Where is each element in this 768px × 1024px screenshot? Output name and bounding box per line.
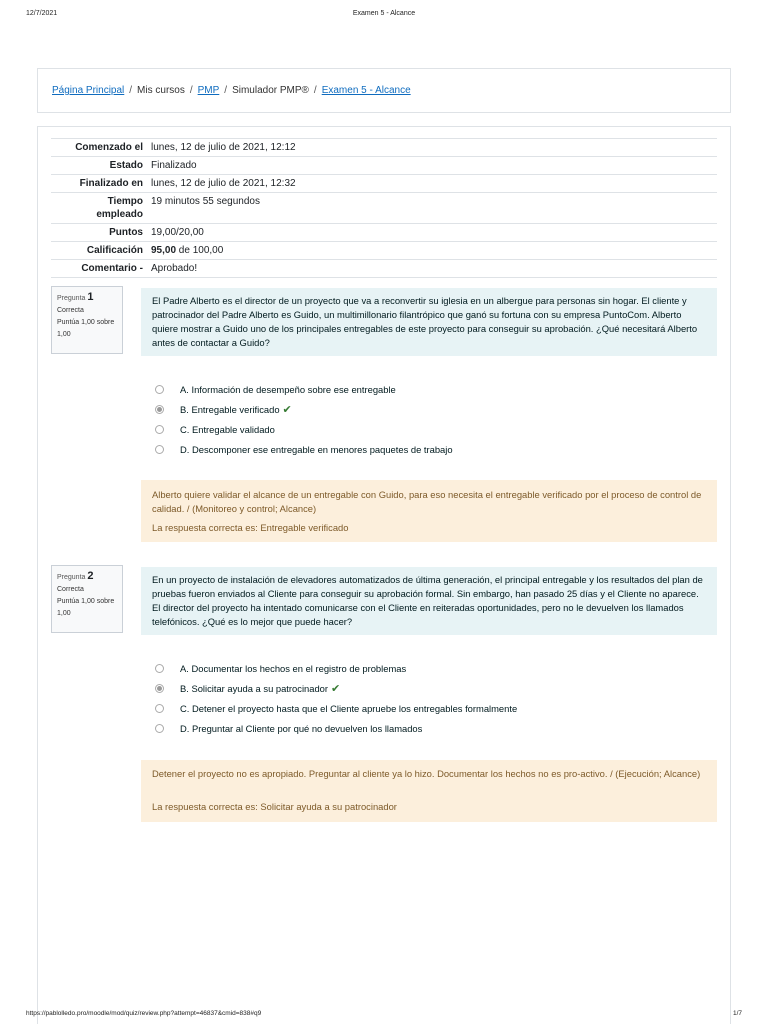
breadcrumb-separator: / <box>189 85 193 96</box>
summary-value <box>149 242 717 260</box>
answer-option[interactable] <box>155 379 453 399</box>
answer-label: D. Preguntar al Cliente por qué no devuelven los llamados <box>180 722 423 734</box>
check-icon: ✔ <box>331 682 341 695</box>
radio-button[interactable] <box>155 664 164 673</box>
print-url: https://pablolledo.pro/moodle/mod/quiz/review.php?attempt=46837&cmid=838#q9 <box>26 1010 262 1017</box>
answer-option[interactable] <box>155 419 453 439</box>
answer-label: B. Solicitar ayuda a su patrocinador <box>180 682 328 694</box>
check-icon: ✔ <box>282 403 292 416</box>
breadcrumb-separator: / <box>224 85 228 96</box>
question-text-1: El Padre Alberto es el director de un proyecto que va a reconvertir su iglesia en un albergue para personas sin hogar. El cliente y patrocinador del Padre Alberto es Guido, un multimillonario filantrópico que ganó su fortuna con su empresa PuntoCom. Alberto quiere mostrar a Guido uno de los principales entregables de este proyecto para conseguir su aprobación. ¿Qué necesitará Alberto antes de contactar a Guido? <box>152 295 698 348</box>
attempt-summary-table <box>51 138 717 278</box>
general-feedback-1: Alberto quiere validar el alcance de un entregable con Guido, para eso necesita el entregable verificado por el proceso de control de calidad. / (Monitoreo y control; Alcance) <box>152 489 702 514</box>
breadcrumb-separator: / <box>313 85 317 96</box>
answer-option[interactable] <box>155 698 517 718</box>
breadcrumb <box>52 85 411 96</box>
question-state: Correcta <box>57 586 84 593</box>
question-info-1 <box>51 286 123 354</box>
grade-max: de 100,00 <box>176 245 224 256</box>
radio-button[interactable] <box>155 704 164 713</box>
summary-value: lunes, 12 de julio de 2021, 12:12 <box>151 142 296 153</box>
summary-row <box>51 242 717 260</box>
breadcrumb-simulator: Simulador PMP® <box>232 85 309 96</box>
answer-label: D. Descomponer ese entregable en menores paquetes de trabajo <box>180 443 453 455</box>
answer-option[interactable] <box>155 678 517 698</box>
radio-button[interactable] <box>155 724 164 733</box>
question-score: Puntúa 1,00 sobre 1,00 <box>57 598 115 617</box>
answer-option[interactable] <box>155 439 453 459</box>
question-label: Pregunta <box>57 295 86 302</box>
answer-option[interactable] <box>155 399 453 419</box>
summary-label: Tiempo empleado <box>96 196 143 220</box>
summary-label: Comenzado el <box>75 142 143 153</box>
summary-label: Estado <box>109 160 143 171</box>
radio-button[interactable] <box>155 445 164 454</box>
question-score: Puntúa 1,00 sobre 1,00 <box>57 319 115 338</box>
summary-row <box>51 260 717 278</box>
radio-button-selected[interactable] <box>155 405 164 414</box>
answer-label: A. Documentar los hechos en el registro de problemas <box>180 662 407 674</box>
answer-label: C. Entregable validado <box>180 423 275 435</box>
print-date: 12/7/2021 <box>26 10 58 17</box>
answer-list-1 <box>155 379 453 459</box>
breadcrumb-container <box>37 68 731 113</box>
answer-label: B. Entregable verificado <box>180 403 280 415</box>
summary-value: lunes, 12 de julio de 2021, 12:32 <box>151 178 296 189</box>
summary-row <box>51 224 717 242</box>
breadcrumb-my-courses: Mis cursos <box>137 85 185 96</box>
summary-label: Puntos <box>109 227 143 238</box>
answer-option[interactable] <box>155 718 517 738</box>
question-number <box>57 570 117 584</box>
print-header <box>0 10 768 22</box>
summary-row <box>51 193 717 224</box>
answer-list-2 <box>155 658 517 738</box>
summary-value: 19,00/20,00 <box>151 227 204 238</box>
radio-button-selected[interactable] <box>155 684 164 693</box>
question-state: Correcta <box>57 307 84 314</box>
question-number-value: 1 <box>87 291 94 303</box>
radio-button[interactable] <box>155 425 164 434</box>
breadcrumb-course-link[interactable]: PMP <box>197 85 220 96</box>
general-feedback-2: Detener el proyecto no es apropiado. Preguntar al cliente ya lo hizo. Documentar los hechos no es pro-activo. / (Ejecución; Alcance) <box>152 768 701 779</box>
summary-label: Finalizado en <box>79 178 143 189</box>
grade-value: 95,00 <box>151 245 177 256</box>
question-number <box>57 291 117 305</box>
question-label: Pregunta <box>57 574 86 581</box>
summary-label: Comentario - <box>81 263 143 274</box>
summary-row <box>51 139 717 157</box>
summary-value: 19 minutos 55 segundos <box>151 196 260 207</box>
answer-label: A. Información de desempeño sobre ese entregable <box>180 383 396 395</box>
question-text-2: En un proyecto de instalación de elevadores automatizados de última generación, el principal entregable y los resultados del plan de pruebas fueron enviados al Cliente para conseguir su aprobación formal. Sin embargo, han pasado 25 días y el Cliente no aparece. El director del proyecto ha intentado comunicarse con el Cliente en reiteradas oportunidades, pero no le devuelven los llamados telefónicos. ¿Qué es lo mejor que puede hacer? <box>152 574 703 627</box>
summary-row <box>51 157 717 175</box>
answer-option[interactable] <box>155 658 517 678</box>
breadcrumb-exam-link[interactable]: Examen 5 - Alcance <box>321 85 411 96</box>
answer-label: C. Detener el proyecto hasta que el Cliente apruebe los entregables formalmente <box>180 702 518 714</box>
summary-row <box>51 175 717 193</box>
summary-value: Finalizado <box>151 160 197 171</box>
question-number-value: 2 <box>87 570 94 582</box>
summary-label: Calificación <box>86 245 143 256</box>
radio-button[interactable] <box>155 385 164 394</box>
breadcrumb-separator: / <box>129 85 133 96</box>
print-title: Examen 5 - Alcance <box>352 10 416 17</box>
correct-answer-2: La respuesta correcta es: Solicitar ayuda a su patrocinador <box>152 801 397 812</box>
correct-answer-1: La respuesta correcta es: Entregable verificado <box>152 522 349 533</box>
question-info-2 <box>51 565 123 633</box>
breadcrumb-home-link[interactable]: Página Principal <box>52 85 125 96</box>
print-page-number: 1/7 <box>732 1010 742 1017</box>
summary-value: Aprobado! <box>151 263 198 274</box>
